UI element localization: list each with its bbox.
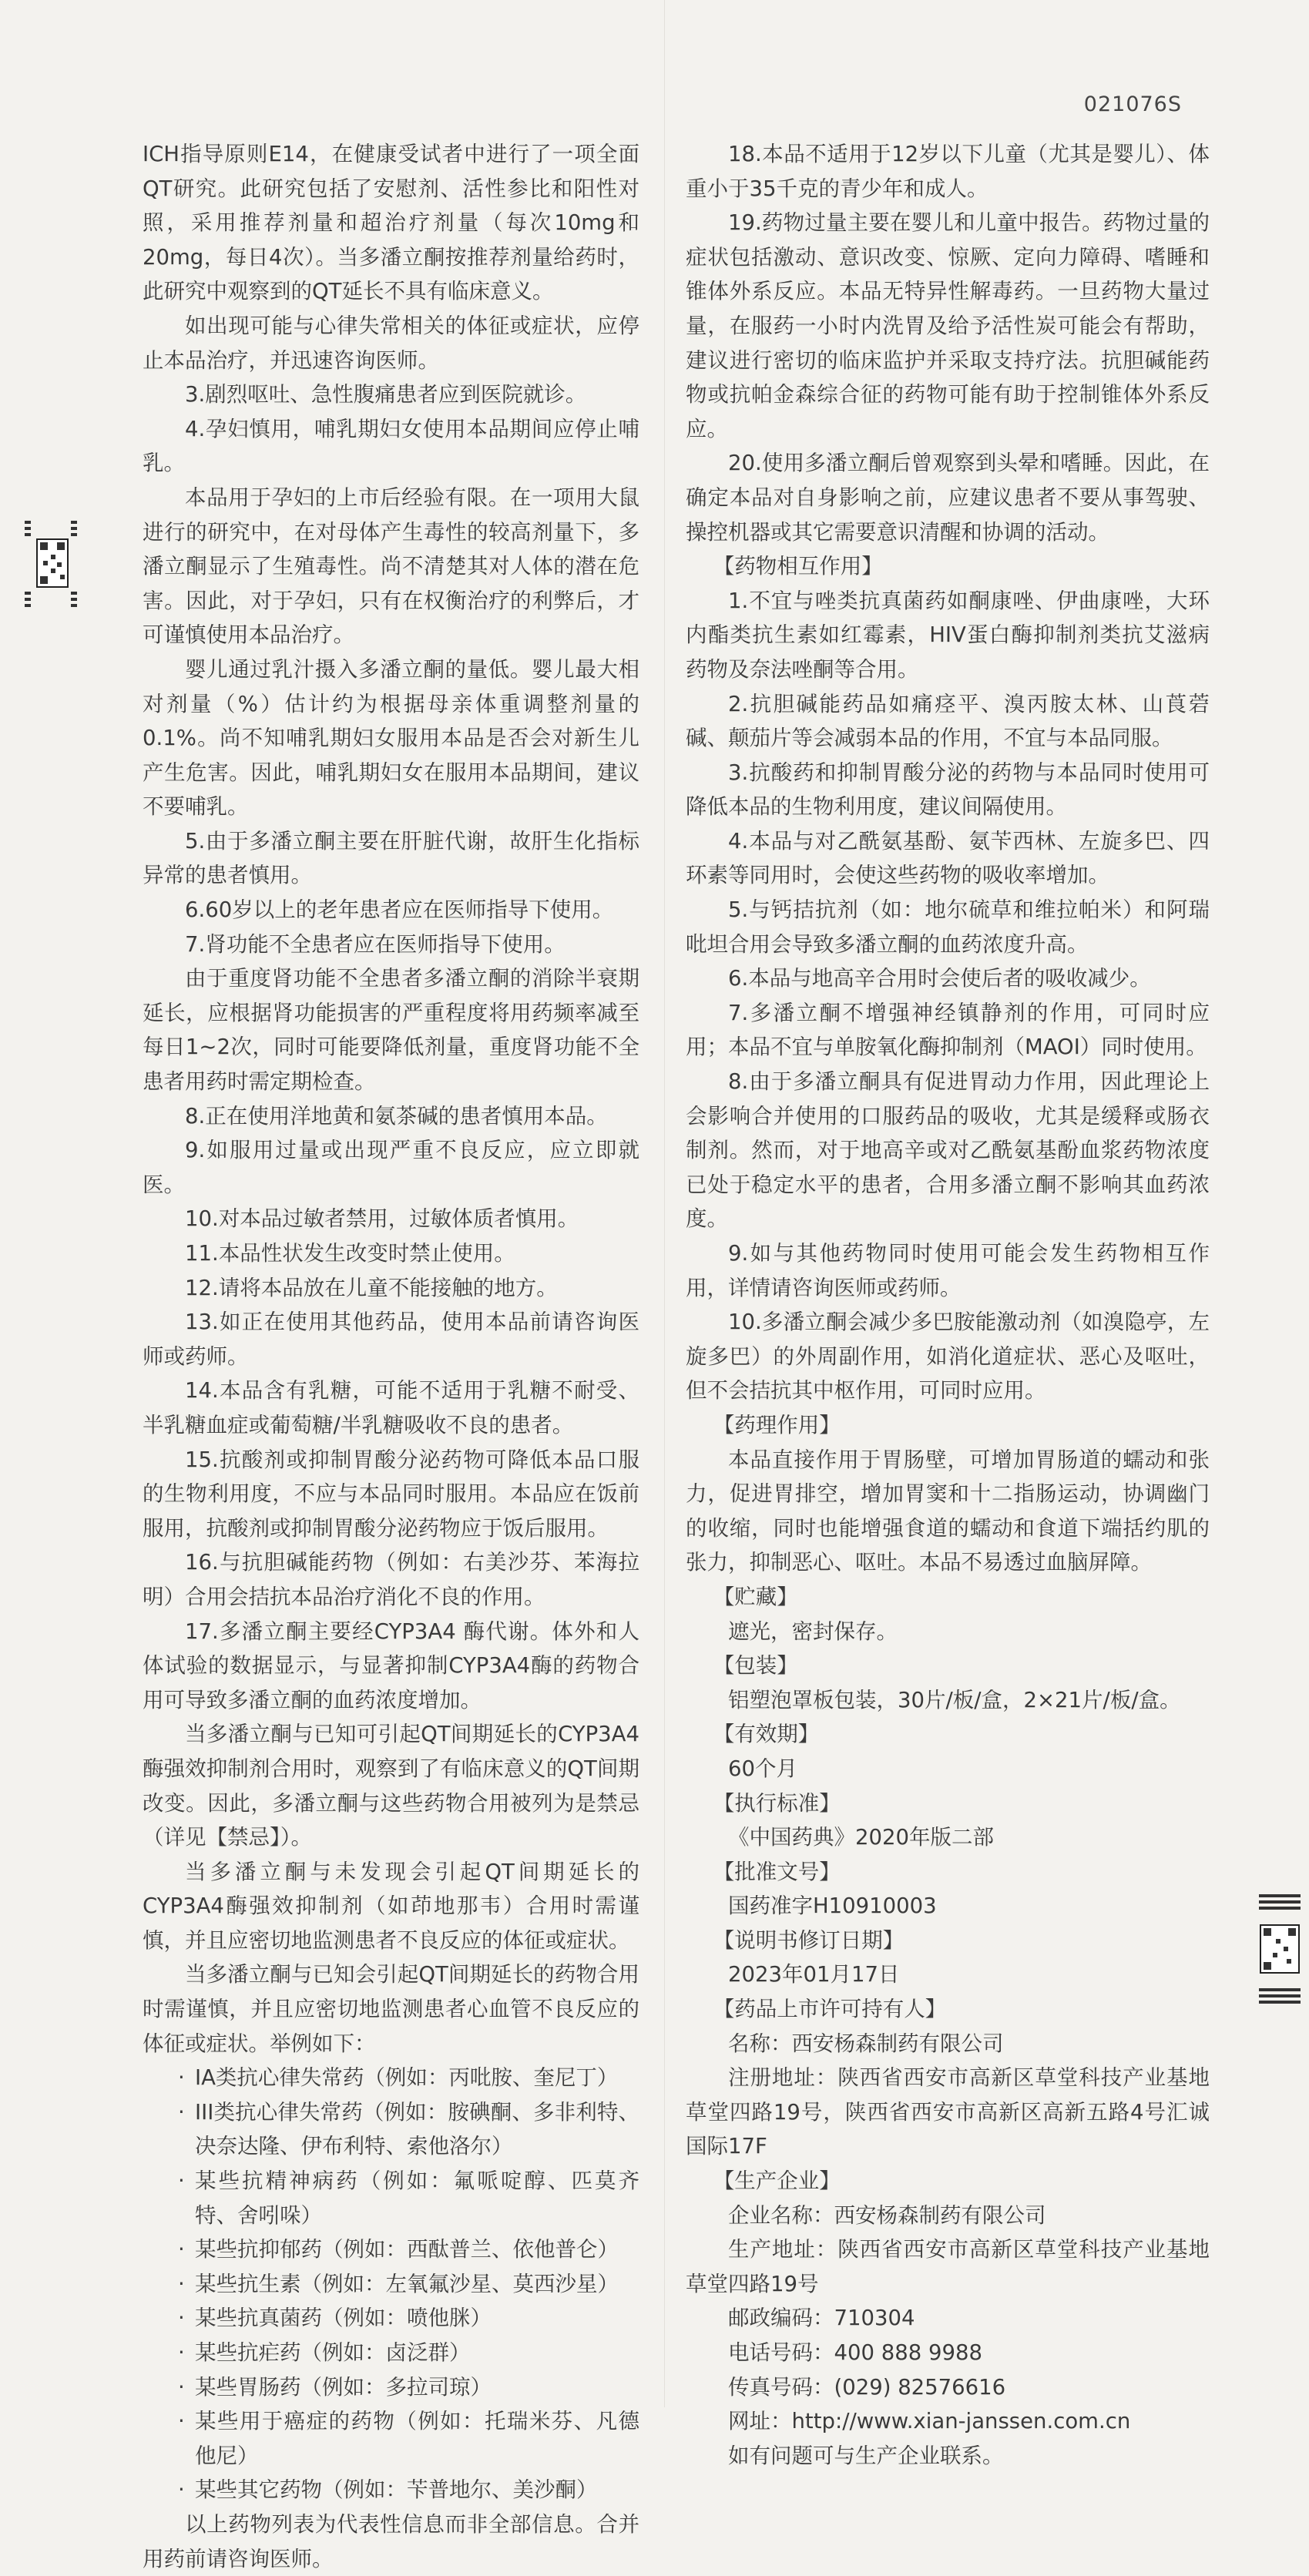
paragraph: 17.多潘立酮主要经CYP3A4 酶代谢。体外和人体试验的数据显示，与显著抑制CYP3A4酶的药物合用可导致多潘立酮的血药浓度增加。 — [143, 1618, 639, 1712]
paragraph: 名称：西安杨森制药有限公司 — [728, 2031, 1004, 2056]
list-item: · 某些抗精神病药（例如：氟哌啶醇、匹莫齐特、舍吲哚） — [195, 2164, 639, 2232]
paragraph: 13.如正在使用其他药品，使用本品前请咨询医师或药师。 — [143, 1310, 639, 1369]
paragraph: 由于重度肾功能不全患者多潘立酮的消除半衰期延长，应根据肾功能损害的严重程度将用药频率减至每日1~2次，同时可能要降低剂量，重度肾功能不全患者用药时需定期检查。 — [143, 966, 639, 1095]
paragraph: 遮光，密封保存。 — [728, 1618, 898, 1644]
list-item: · 某些抗疟药（例如：卤泛群） — [195, 2336, 639, 2370]
paragraph: 注册地址：陕西省西安市高新区草堂科技产业基地草堂四路19号，陕西省西安市高新区高新五路4号汇诚国际17F — [686, 2065, 1210, 2159]
paragraph: 6.60岁以上的老年患者应在医师指导下使用。 — [185, 897, 614, 923]
paragraph: 传真号码：(029) 82576616 — [728, 2374, 1006, 2400]
paragraph: 11.本品性状发生改变时禁止使用。 — [185, 1241, 515, 1266]
section-heading: 【药物相互作用】 — [713, 554, 883, 579]
fold-line — [664, 0, 665, 2407]
list-item: · IA类抗心律失常药（例如：丙吡胺、奎尼丁） — [195, 2061, 639, 2095]
paragraph: 9.如与其他药物同时使用可能会发生药物相互作用，详情请咨询医师或药师。 — [686, 1241, 1210, 1300]
qr-code-left — [23, 516, 79, 609]
left-column — [143, 137, 639, 2576]
paragraph: 14.本品含有乳糖，可能不适用于乳糖不耐受、半乳糖血症或葡萄糖/半乳糖吸收不良的患者。 — [143, 1378, 639, 1437]
paragraph: 5.由于多潘立酮主要在肝脏代谢，故肝生化指标异常的患者慎用。 — [143, 828, 639, 888]
paragraph: 16.与抗胆碱能药物（例如：右美沙芬、苯海拉明）合用会拮抗本品治疗消化不良的作用。 — [143, 1550, 639, 1609]
paragraph: 6.本品与地高辛合用时会使后者的吸收减少。 — [728, 966, 1151, 991]
paragraph: 铝塑泡罩板包装，30片/板/盒，2×21片/板/盒。 — [728, 1687, 1181, 1712]
paragraph: 5.与钙拮抗剂（如：地尔硫草和维拉帕米）和阿瑞吡坦合用会导致多潘立酮的血药浓度升高。 — [686, 897, 1210, 957]
left-tail-note: 以上药物列表为代表性信息而非全部信息。合并用药前请咨询医师。 — [143, 2511, 639, 2571]
paragraph: 7.多潘立酮不增强神经镇静剂的作用，可同时应用；本品不宜与单胺氧化酶抑制剂（MAOI）同时使用。 — [686, 1000, 1210, 1060]
paragraph: 企业名称：西安杨森制药有限公司 — [728, 2202, 1046, 2228]
list-item: · 某些抗真菌药（例如：喷他脒） — [195, 2301, 639, 2336]
qr-code-right — [1256, 1891, 1304, 2007]
list-item: · 某些用于癌症的药物（例如：托瑞米芬、凡德他尼） — [195, 2404, 639, 2473]
section-heading: 【包装】 — [713, 1653, 798, 1679]
paragraph: 网址：http://www.xian-janssen.com.cn — [728, 2409, 1131, 2434]
section-heading: 【执行标准】 — [713, 1790, 841, 1816]
paragraph: 10.对本品过敏者禁用，过敏体质者慎用。 — [185, 1206, 579, 1232]
paragraph: 8.正在使用洋地黄和氨茶碱的患者慎用本品。 — [185, 1103, 608, 1129]
left-paragraphs — [143, 137, 639, 2061]
section-heading: 【生产企业】 — [713, 2168, 841, 2194]
paragraph: 当多潘立酮与已知会引起QT间期延长的药物合用时需谨慎，并且应密切地监测患者心血管不良反应的体征或症状。举例如下： — [143, 1962, 639, 2056]
paragraph: 本品用于孕妇的上市后经验有限。在一项用大鼠进行的研究中，在对母体产生毒性的较高剂量下，多潘立酮显示了生殖毒性。尚不清楚其对人体的潜在危害。因此，对于孕妇，只有在权衡治疗的利弊后，才可谨慎使用本品治疗。 — [143, 485, 639, 648]
section-heading: 【说明书修订日期】 — [713, 1927, 905, 1953]
section-heading: 【有效期】 — [713, 1722, 820, 1747]
list-item: · III类抗心律失常药（例如：胺碘酮、多非利特、决奈达隆、伊布利特、索他洛尔） — [195, 2095, 639, 2164]
section-heading: 【药理作用】 — [713, 1412, 841, 1437]
paragraph: 3.剧烈呕吐、急性腹痛患者应到医院就诊。 — [185, 382, 587, 408]
list-item: · 某些胃肠药（例如：多拉司琼） — [195, 2370, 639, 2405]
drug-example-list — [143, 2061, 639, 2507]
qr-code-icon — [1256, 1891, 1304, 2007]
paragraph: 如有问题可与生产企业联系。 — [728, 2443, 1004, 2468]
paragraph: 国药准字H10910003 — [728, 1893, 937, 1919]
list-item: · 某些抗抑郁药（例如：西酞普兰、依他普仑） — [195, 2232, 639, 2267]
paragraph: 12.请将本品放在儿童不能接触的地方。 — [185, 1275, 558, 1300]
paragraph: 9.如服用过量或出现严重不良反应，应立即就医。 — [143, 1138, 639, 1197]
paragraph: 20.使用多潘立酮后曾观察到头晕和嗜睡。因此，在确定本品对自身影响之前，应建议患者不要从事驾驶、操控机器或其它需要意识清醒和协调的活动。 — [686, 451, 1210, 545]
qr-code-icon — [23, 516, 79, 609]
paragraph: 15.抗酸剂或抑制胃酸分泌药物可降低本品口服的生物利用度，不应与本品同时服用。本品应在饭前服用，抗酸剂或抑制胃酸分泌药物应于饭后服用。 — [143, 1447, 639, 1541]
paragraph: 电话号码：400 888 9988 — [728, 2340, 982, 2365]
paragraph: 2023年01月17日 — [728, 1962, 900, 1987]
paragraph: 如出现可能与心律失常相关的体征或症状，应停止本品治疗，并迅速咨询医师。 — [143, 313, 639, 373]
paragraph: 2.抗胆碱能药品如痛痉平、溴丙胺太林、山莨菪碱、颠茄片等会减弱本品的作用，不宜与本品同服。 — [686, 691, 1210, 751]
paragraph: 生产地址：陕西省西安市高新区草堂科技产业基地草堂四路19号 — [686, 2237, 1210, 2296]
paragraph: 本品直接作用于胃肠壁，可增加胃肠道的蠕动和张力，促进胃排空，增加胃窦和十二指肠运动，协调幽门的收缩，同时也能增强食道的蠕动和食道下端括约肌的张力，抑制恶心、呕吐。本品不易透过血脑屏障。 — [686, 1447, 1210, 1575]
section-heading: 【药品上市许可持有人】 — [713, 1997, 947, 2022]
right-column — [686, 137, 1210, 2473]
section-heading: 【贮藏】 — [713, 1584, 798, 1609]
paragraph: 婴儿通过乳汁摄入多潘立酮的量低。婴儿最大相对剂量（%）估计约为根据母亲体重调整剂量的0.1%。尚不知哺乳期妇女服用本品是否会对新生儿产生危害。因此，哺乳期妇女在服用本品期间，建议不要哺乳。 — [143, 656, 639, 820]
section-heading: 【批准文号】 — [713, 1859, 841, 1884]
paragraph: 当多潘立酮与未发现会引起QT间期延长的CYP3A4酶强效抑制剂（如茚地那韦）合用时需谨慎，并且应密切地监测患者不良反应的体征或症状。 — [143, 1859, 639, 1953]
paragraph: 60个月 — [728, 1756, 797, 1781]
paragraph: 1.不宜与唑类抗真菌药如酮康唑、伊曲康唑，大环内酯类抗生素如红霉素，HIV蛋白酶抑制剂类抗艾滋病药物及奈法唑酮等合用。 — [686, 588, 1210, 682]
paragraph: 18.本品不适用于12岁以下儿童（尤其是婴儿）、体重小于35千克的青少年和成人。 — [686, 142, 1210, 201]
page-code: 021076S — [1083, 92, 1182, 116]
paragraph: 8.由于多潘立酮具有促进胃动力作用，因此理论上会影响合并使用的口服药品的吸收，尤其是缓释或肠衣制剂。然而，对于地高辛或对乙酰氨基酚血浆药物浓度已处于稳定水平的患者，合用多潘立酮不影响其血药浓度。 — [686, 1069, 1210, 1232]
paragraph: 10.多潘立酮会减少多巴胺能激动剂（如溴隐亭，左旋多巴）的外周副作用，如消化道症状、恶心及呕吐，但不会拮抗其中枢作用，可同时应用。 — [686, 1310, 1210, 1404]
paragraph: 邮政编码：710304 — [728, 2306, 915, 2331]
list-item: · 某些抗生素（例如：左氧氟沙星、莫西沙星） — [195, 2267, 639, 2302]
paragraph: 《中国药典》2020年版二部 — [728, 1825, 994, 1850]
paragraph: 当多潘立酮与已知可引起QT间期延长的CYP3A4酶强效抑制剂合用时，观察到了有临床意义的QT间期改变。因此，多潘立酮与这些药物合用被列为是禁忌（详见【禁忌】）。 — [143, 1722, 639, 1850]
paragraph: 3.抗酸药和抑制胃酸分泌的药物与本品同时使用可降低本品的生物利用度，建议间隔使用。 — [686, 760, 1210, 820]
paragraph: 4.孕妇慎用，哺乳期妇女使用本品期间应停止哺乳。 — [143, 416, 639, 476]
paragraph: 19.药物过量主要在婴儿和儿童中报告。药物过量的症状包括激动、意识改变、惊厥、定向力障碍、嗜睡和锥体外系反应。本品无特异性解毒药。一旦药物大量过量，在服药一小时内洗胃及给予活性炭可能会有帮助，建议进行密切的临床监护并采取支持疗法。抗胆碱能药物或抗帕金森综合征的药物可能有助于控制锥体外系反应。 — [686, 210, 1210, 441]
paragraph: 7.肾功能不全患者应在医师指导下使用。 — [185, 931, 566, 957]
paragraph: ICH指导原则E14，在健康受试者中进行了一项全面QT研究。此研究包括了安慰剂、活性参比和阳性对照，采用推荐剂量和超治疗剂量（每次10mg和20mg，每日4次）。当多潘立酮按推荐剂量给药时，此研究中观察到的QT延长不具有临床意义。 — [143, 142, 639, 304]
list-item: · 某些其它药物（例如：苄普地尔、美沙酮） — [195, 2473, 639, 2507]
paragraph: 4.本品与对乙酰氨基酚、氨苄西林、左旋多巴、四环素等同用时，会使这些药物的吸收率增加。 — [686, 828, 1210, 888]
right-paragraphs — [686, 137, 1210, 2473]
